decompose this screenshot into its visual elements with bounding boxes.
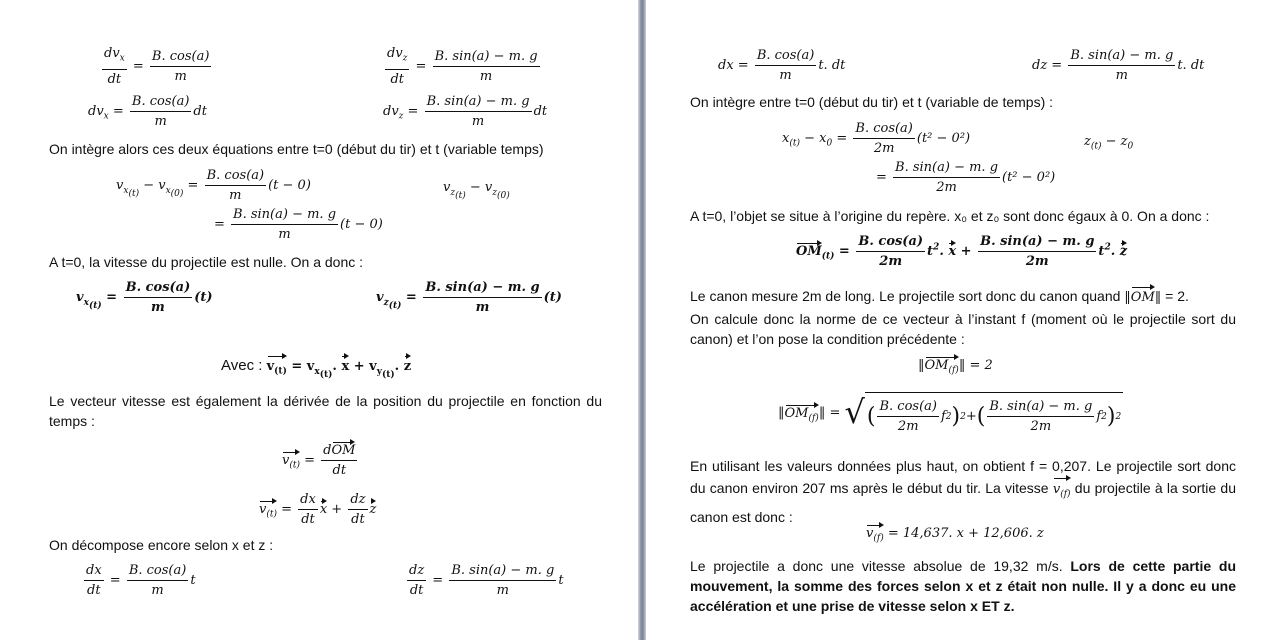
equation-dx xyxy=(718,48,845,83)
equation-v-dOM: $v_{(t)}$ = $\frac{\text{dOM}}{dt}$ xyxy=(282,443,356,478)
fraction-denominator: dt xyxy=(409,583,424,598)
equation-v-components: $v_{(t)}$ = $\frac{dx}{dt}$ x + $\frac{dz}{dt}$ z xyxy=(259,492,377,527)
equation-vz-integrated-lhs: $v_{z_{(t)}} - v_{z_{(0)}}$ xyxy=(443,180,510,201)
equation-tail: = 2 xyxy=(969,358,993,373)
paragraph-initial-speed: A t=0, la vitesse du projectile est nulle. On a donc : xyxy=(49,254,364,270)
fraction-numerator: B. cos(a) xyxy=(124,280,193,298)
paragraph-integrate-position: On intègre entre t=0 (début du tir) et t (variable de temps) : xyxy=(690,94,1054,110)
paragraph-integration: On intègre alors ces deux équations entre t=0 (début du tir) et t (variable temps) xyxy=(49,141,544,157)
canon-length-text: Le canon mesure 2m de long. Le projectile sort donc du canon quand xyxy=(690,288,1121,304)
fraction-numerator: dx xyxy=(84,563,104,581)
fraction-denominator: dt xyxy=(301,512,315,527)
fraction-denominator: m xyxy=(471,114,485,129)
paragraph-origin: A t=0, l’objet se situe à l’origine du repère. x₀ et z₀ sont donc égaux à 0. On a donc : xyxy=(690,208,1210,224)
fraction-denominator: m xyxy=(174,68,187,84)
equation-lhs: dx = xyxy=(718,58,749,73)
equation-tail: t. dt xyxy=(1177,58,1205,73)
equation-dvz-dt: $\frac{dv_z}{dt}$ = $\frac{B. \sin(a) - m. g}{m}$ xyxy=(387,46,538,87)
equation-vz-integrated-rhs: = $\frac{B. \sin(a) - m. g}{m}$ (t − 0) xyxy=(214,207,383,242)
conclusion-text: Le projectile a donc une vitesse absolue de 19,32 m/s. xyxy=(690,558,1063,574)
fraction-numerator: B. cos(a) xyxy=(853,121,915,139)
equation-vx-result: $v_{x_{(t)}}$ = $\frac{B. \cos(a)}{m}$ (t) xyxy=(76,280,213,315)
fraction-numerator: B. cos(a) xyxy=(877,399,939,417)
fraction-denominator: 2m xyxy=(873,141,895,156)
equation-tail: t xyxy=(558,573,564,588)
fraction-numerator: B. cos(a) xyxy=(856,234,925,252)
fraction-denominator: m xyxy=(479,68,493,84)
paragraph-norm: On calcule donc la norme de ce vecteur à l’instant f (moment où le projectile sort du canon) et l’on pose la condition précédente : xyxy=(690,311,1236,347)
right-page xyxy=(646,0,1282,640)
fraction-denominator: dt xyxy=(87,583,101,598)
fraction-denominator: m xyxy=(151,583,164,598)
equation-tail: (t² − 0²) xyxy=(1002,170,1056,185)
equation-norm-condition: $‖OM_{(f)}‖ = 2$ xyxy=(918,358,993,376)
fraction-numerator: B. sin(a) − m. g xyxy=(423,280,541,298)
avec-line: Avec : $v_{(t)} = v_{x_{(t)}}$. $x + v_{y_{(t)}}$. z xyxy=(221,356,411,384)
equation-vx-integrated: $v_{x_{(t)}} - v_{x_{(0)}}$ = $\frac{B. \cos(a)}{m}$ (t − 0) xyxy=(116,168,311,203)
equation-z-integrated-rhs: = $\frac{B. \sin(a) - m. g}{2m}$ (t² − 0²) xyxy=(876,160,1056,195)
equation-tail: dt xyxy=(193,104,207,119)
equation-tail: (t) xyxy=(194,290,213,305)
fraction-denominator: 2m xyxy=(1030,419,1052,434)
equation-z-integrated-lhs: $z_{(t)} - z_0$ xyxy=(1084,134,1134,152)
fraction-numerator: B. cos(a) xyxy=(205,168,267,186)
equation-OM-result: $OM_{(t)}$ = $\frac{B. \cos(a)}{2m}$ $t^2$. x + $\frac{B. \sin(a) - m. g}{2m}$ $t^2$. z xyxy=(796,234,1128,269)
equation-dx-dt: $\frac{dx}{dt}$ = $\frac{B. \cos(a)}{m}$ t xyxy=(86,563,196,598)
equation-tail: dt xyxy=(533,104,548,119)
fraction-numerator: B. sin(a) − m. g xyxy=(449,563,556,581)
equation-vz-result: $v_{z_{(t)}}$ = $\frac{B. \sin(a) - m. g}{m}$ (t) xyxy=(376,280,562,315)
equation-tail: = 14,637. x + 12,606. z xyxy=(887,526,1044,541)
results-text-end: du projectile à la sortie du canon est donc : xyxy=(690,480,1237,525)
paragraph-results: En utilisant les valeurs données plus haut, on obtient f = 0,207. Le projectile sort donc du canon environ 207 ms après le début du tir. La vitesse $v_{(f)}$ du projectile à la sortie du canon est donc : xyxy=(690,458,1237,525)
fraction-numerator: B. sin(a) − m. g xyxy=(1068,48,1175,66)
equation-dz-dt: $\frac{dz}{dt}$ = $\frac{B. \sin(a) - m. g}{m}$ t xyxy=(409,563,564,598)
fraction-denominator: m xyxy=(779,68,792,83)
conclusion-bold-text: Lors de cette partie du mouvement, la somme des forces selon x et z était non nulle. Il y a donc eu une accélération et une prise de vitesse selon x ET z. xyxy=(690,558,1236,614)
equation-tail: (t² − 0²) xyxy=(916,131,971,146)
fraction-denominator: m xyxy=(229,188,242,203)
fraction-denominator: 2m xyxy=(879,254,903,269)
equation-x-integrated: $x_{(t)} - x_0$ = $\frac{B. \cos(a)}{2m}$ (t² − 0²) xyxy=(782,121,971,156)
fraction-numerator: B. cos(a) xyxy=(130,94,192,112)
fraction-numerator: B. sin(a) − m. g xyxy=(893,160,1000,178)
fraction-denominator: 2m xyxy=(936,180,957,195)
equation-tail: t. dt xyxy=(818,58,846,73)
equation-tail: t xyxy=(190,573,196,588)
paragraph-conclusion xyxy=(690,556,1236,616)
fraction-denominator: m xyxy=(154,114,167,129)
equation-v-final: $v_{(f)} = 14,637$. x + 12,606. z xyxy=(866,526,1044,544)
results-text: En utilisant les valeurs données plus haut, on obtient f = 0,207. Le projectile sort donc du canon environ 207 ms après le début du tir. La vitesse xyxy=(690,458,1236,496)
avec-label: Avec : xyxy=(221,357,263,374)
fraction-numerator: B. sin(a) − m. g xyxy=(433,49,540,67)
fraction-numerator: B. sin(a) − m. g xyxy=(978,234,1096,252)
fraction-denominator: m xyxy=(496,583,509,598)
equation-dz xyxy=(1032,48,1204,83)
equation-tail: (t) xyxy=(543,290,562,305)
paragraph-canon-length: Le canon mesure 2m de long. Le projectile sort donc du canon quand ‖OM‖ = 2. xyxy=(690,286,1189,308)
fraction-numerator: dz xyxy=(407,563,426,581)
fraction-numerator: B. sin(a) − m. g xyxy=(425,94,532,112)
fraction-denominator: 2m xyxy=(897,419,919,434)
fraction-numerator: dx xyxy=(298,492,318,510)
equation-lhs: dz = xyxy=(1032,58,1063,73)
paragraph-decompose: On décompose encore selon x et z : xyxy=(49,537,274,553)
fraction-denominator: m xyxy=(475,300,490,315)
canon-length-condition: = 2. xyxy=(1165,288,1189,304)
equation-dvx-dt: $\frac{dv_x}{dt}$ = $\frac{B. \cos(a)}{m}$ xyxy=(104,46,210,87)
equation-tail: (t − 0) xyxy=(340,217,383,232)
fraction-denominator: m xyxy=(278,227,291,242)
fraction-numerator: B. sin(a) − m. g xyxy=(231,207,338,225)
equation-dvz: $dv_z$ = $\frac{B. \sin(a) - m. g}{m}$ dt xyxy=(383,94,548,129)
fraction-numerator: B. cos(a) xyxy=(150,49,212,67)
fraction-numerator: B. sin(a) − m. g xyxy=(987,399,1094,417)
equation-tail: (t − 0) xyxy=(268,178,311,193)
fraction-denominator: dt xyxy=(332,463,347,478)
equation-norm-sqrt: $‖OM_{(f)}‖$ = √ ( $\frac{B. \cos(a)}{2m}$ f 2 ) 2 + ( $\frac{B. \sin(a) - m. g}{2m}$ f 2 ) 2 xyxy=(778,393,1122,434)
page-divider xyxy=(638,0,646,640)
fraction-numerator: B. cos(a) xyxy=(755,48,817,66)
paragraph-velocity-derivative: Le vecteur vitesse est également la dérivée de la position du projectile en fonction du temps : xyxy=(49,393,602,429)
equation-dvx: $dv_x$ = $\frac{B. \cos(a)}{m}$ dt xyxy=(88,94,207,129)
fraction-denominator: 2m xyxy=(1025,254,1049,269)
left-page xyxy=(0,0,638,640)
fraction-numerator: B. cos(a) xyxy=(127,563,189,581)
fraction-denominator: m xyxy=(151,300,165,315)
fraction-numerator: dz xyxy=(348,492,367,510)
fraction-denominator: m xyxy=(1115,68,1128,83)
